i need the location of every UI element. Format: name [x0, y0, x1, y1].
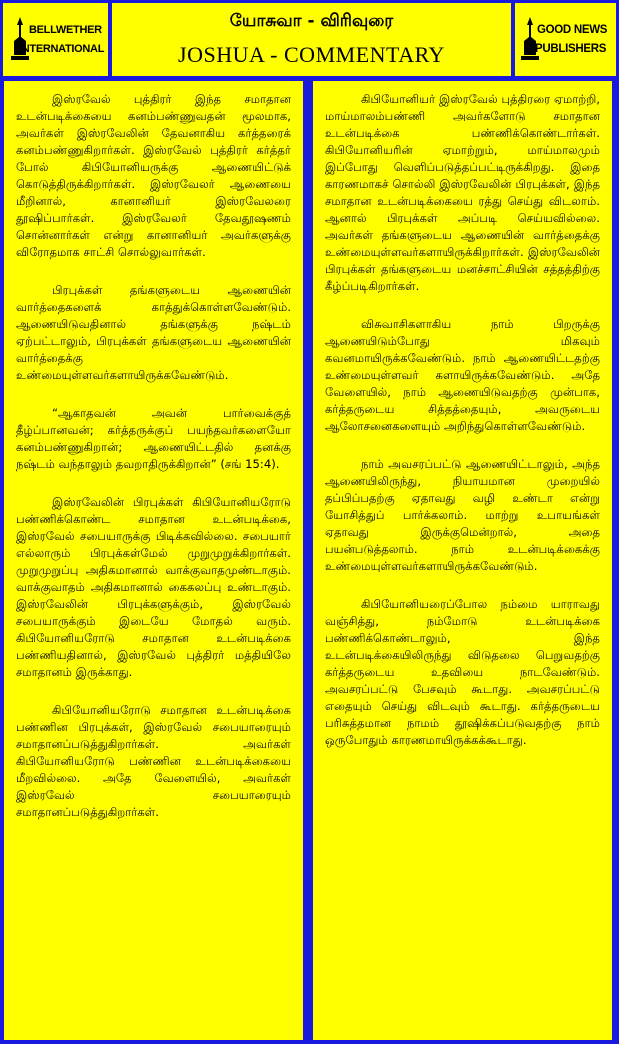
title-english: JOSHUA - COMMENTARY [178, 42, 445, 67]
paragraph: பிரபுக்கள் தங்களுடைய ஆணையின் வார்த்தைகளைக் காத்துக்கொள்ளவேண்டும். ஆணையிடுவதினால் தங்களுக்கு நஷ்டம் ஏற்பட்டாலும், பிரபுக்கள் தங்களுடைய ஆணையின் வார்த்தைக்கு உண்மையுள்ளவர்களாயிருக்கவேண்டும். [16, 283, 291, 382]
logo-line-2: PUBLISHERS [535, 43, 607, 55]
paragraph: நாம் அவசரப்பட்டு ஆணையிட்டாலும், அந்த ஆணையிலிருந்து, நியாயமான முறையில் தப்பிப்பதற்கு ஏதாவது வழி உண்டா என்று யோசித்துப் பார்க்கலாம். மாற்று உபாயங்கள் ஏதாவது இருக்குமென்றால், அதை பயன்படுத்தலாம். நாம் உடன்படிக்கைக்கு உண்மையுள்ளவர்களாயிருக்கவேண்டும். [325, 457, 600, 573]
paragraph: இஸ்ரவேல் புத்திரர் இந்த சமாதான உடன்படிக்கையை கனம்பண்ணுவதன் மூலமாக, அவர்கள் இஸ்ரவேலின் தேவனாகிய கர்த்தரைக் கனம்பண்ணுகிறார்கள். இஸ்ரவேல் புத்திரர் கர்த்தர் போல் கிபியோனியருக்கு ஆணையிட்டுக் கொடுத்திருக்கிறார்கள். இஸ்ரவேலர் ஆணையை மீறினால், கானானியர் இஸ்ரவேலரை தூஷிப்பார்கள். இஸ்ரவேலர் தேவதூஷணம் சொன்னார்கள் என்று கானானியர் அவர்களுக்கு விரோதமாக சாட்சி சொல்லுவார்கள். [16, 92, 291, 259]
logo-line-1: GOOD NEWS [537, 24, 608, 36]
title-tamil: யோசுவா - விரிவுரை [229, 11, 394, 31]
paragraph: விசுவாசிகளாகிய நாம் பிறருக்கு ஆணையிடும்போது மிகவும் கவனமாயிருக்கவேண்டும். நாம் ஆணையிட்டதற்கு உண்மையுள்ளவர் களாயிருக்கவேண்டும். அதே வேளையில், நாம் ஆணையிடுவதற்கு முன்பாக, கர்த்தருடைய சித்தத்தையும், அவருடைய ஆலோசனைகளையும் அறிந்துகொள்ளவேண்டும். [325, 317, 600, 433]
left-column [4, 81, 303, 1040]
header [3, 3, 616, 76]
logo-line-2: INTERNATIONAL [19, 43, 105, 55]
title-box [112, 3, 511, 76]
right-logo-box [515, 3, 616, 76]
paragraph: இஸ்ரவேலின் பிரபுக்கள் கிபியோனியரோடு பண்ணிக்கொண்ட சமாதான உடன்படிக்கை, இஸ்ரவேல் சபையாருக்கு பிடிக்கவில்லை. சபையார் எல்லாரும் பிரபுக்கள்மேல் முறுமுறுக்கிறார்கள். முறுமுறுப்பு அதிகமானால் வாக்குவாதமுண்டாகும். வாக்குவாதம் அதிகமானால் கைகலப்பு உண்டாகும். இஸ்ரவேலின் பிரபுக்களுக்கும், இஸ்ரவேல் சபையாருக்கும் இடையே மோதல் வரும். கிபியோனியரோடு சமாதான உடன்படிக்கை பண்ணியதினால், இஸ்ரவேல் புத்திரர் மத்தியிலே சமாதானம் இருக்காது. [16, 495, 291, 679]
paragraph: கிபியோனியர் இஸ்ரவேல் புத்திரரை ஏமாற்றி, மாய்மாலம்பண்ணி அவர்களோடு சமாதான உடன்படிக்கை பண்ணிக்கொண்டார்கள். கிபியோனியரின் ஏமாற்றும், மாய்மாலமும் இப்போது வெளிப்படுத்தப்பட்டிருக்கிறது. இதை காரணமாகச் சொல்லி இஸ்ரவேலின் பிரபுக்கள், இந்த சமாதான உடன்படிக்கையை ரத்து செய்து விடலாம். ஆனால் பிரபுக்கள் அப்படி செய்யவில்லை. அவர்கள் தங்களுடைய ஆணையின் வார்த்தைக்கு உண்மையுள்ளவர்களாயிருக்கிறார்கள். இஸ்ரவேலின் பிரபுக்கள் தங்களுடைய மனச்சாட்சியின் சத்தத்திற்கு கீழ்ப்படிகிறார்கள். [325, 92, 600, 293]
logo-line-1: BELLWETHER [29, 24, 102, 36]
right-column [313, 81, 612, 1040]
bellwether-logo [9, 13, 105, 63]
good-news-logo [519, 13, 609, 63]
left-logo-box [3, 3, 108, 76]
paragraph: கிபியோனியரோடு சமாதான உடன்படிக்கை பண்ணின பிரபுக்கள், இஸ்ரவேல் சபையாரையும் சமாதானப்படுத்துகிறார்கள். அவர்கள் கிபியோனியரோடு பண்ணின உடன்படிக்கையை மீறவில்லை. அதே வேளையில், அவர்கள் இஸ்ரவேல் சபையாரையும் சமாதானப்படுத்துகிறார்கள். [16, 703, 291, 819]
scripture-quote: “ஆகாதவன் அவன் பார்வைக்குத் தீழ்ப்பானவன்; கர்த்தருக்குப் பயந்தவர்களையோ கனம்பண்ணுகிறான்; ஆணையிட்டதில் தனக்கு நஷ்டம் வந்தாலும் தவறாதிருக்கிறான்” (சங் 15:4). [16, 406, 291, 471]
paragraph: கிபியோனியரைப்போல நம்மை யாராவது வஞ்சித்து, நம்மோடு உடன்படிக்கை பண்ணிக்கொண்டாலும், இந்த உடன்படிக்கையிலிருந்து விடுதலை பெறுவதற்கு கர்த்தருடைய உதவியை நாடவேண்டும். அவசரப்பட்டு பேசவும் கூடாது. அவசரப்பட்டு எதையும் செய்து விடவும் கூடாது. கர்த்தருடைய பரிசுத்தமான நாமம் தூஷிக்கப்படுவதற்கு நாம் ஒருபோதும் காரணமாயிருக்கக்கூடாது. [325, 597, 600, 747]
